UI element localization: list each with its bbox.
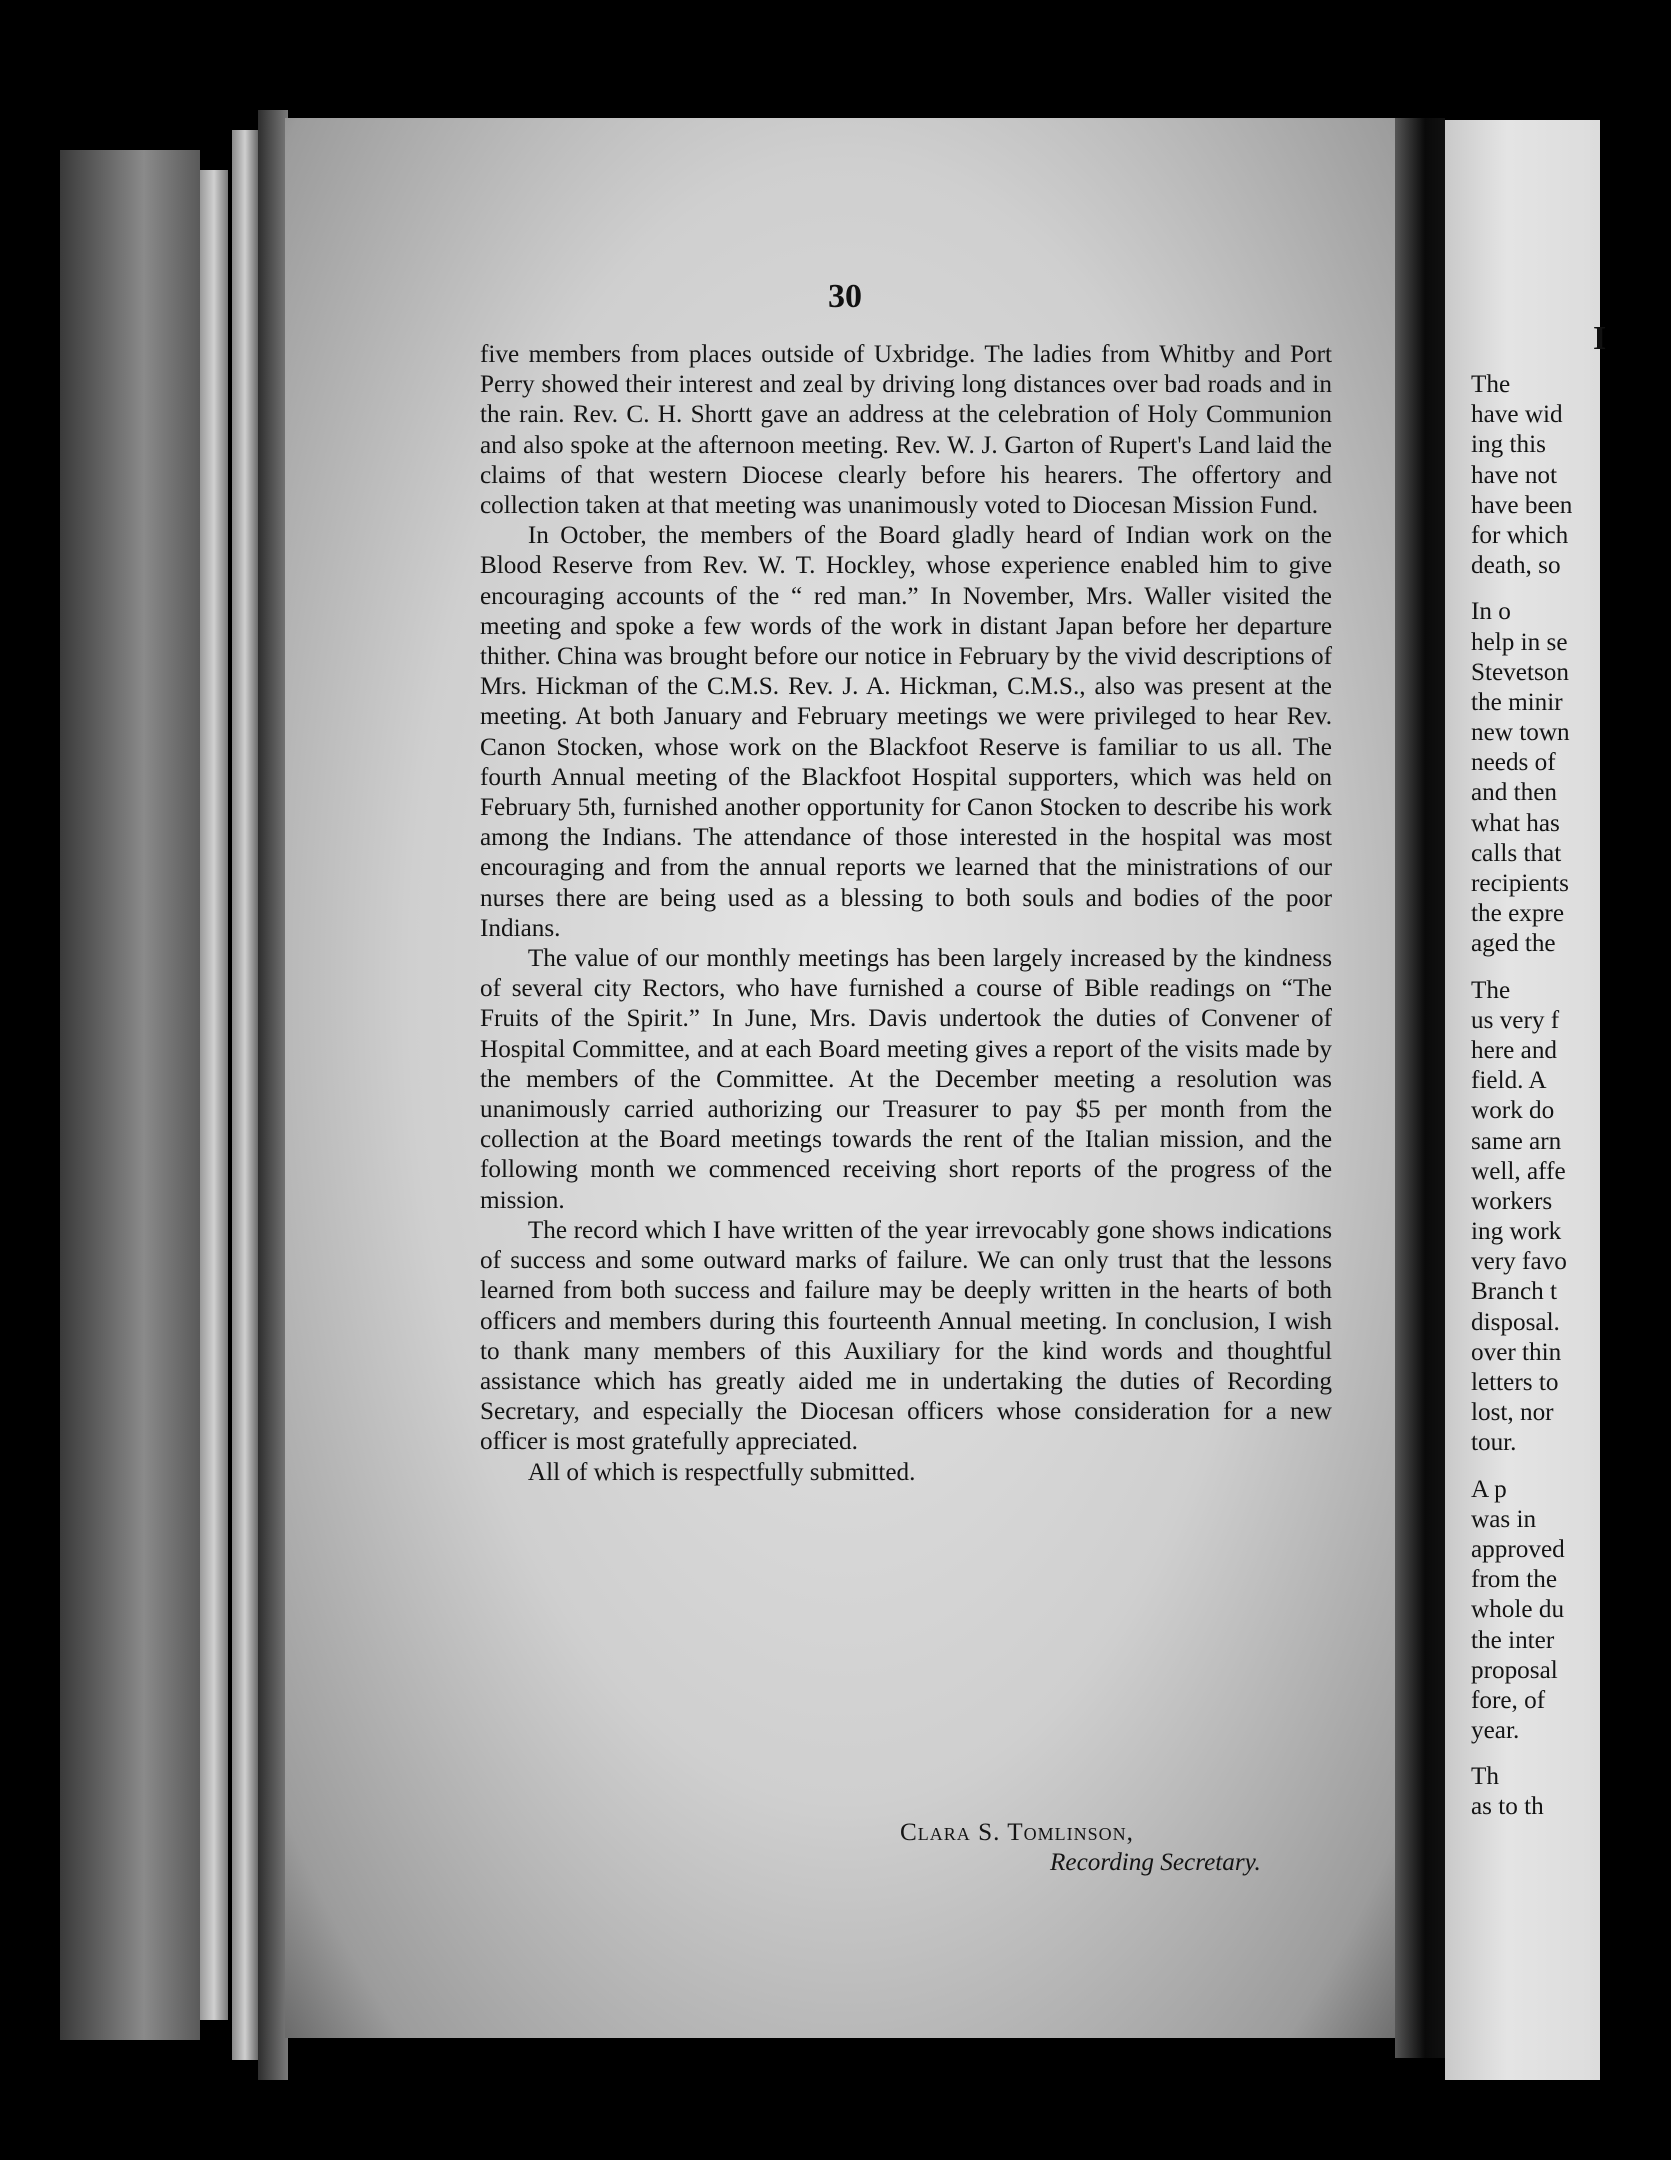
right-page-line: tour. — [1471, 1429, 1517, 1457]
right-page-line: field. A — [1471, 1067, 1547, 1095]
right-page-line: same arn — [1471, 1127, 1562, 1155]
body-text — [480, 340, 1332, 1488]
right-page-line: Branch t — [1471, 1278, 1558, 1306]
right-page-line: The — [1471, 976, 1511, 1004]
right-page-line: fore, of — [1471, 1686, 1546, 1714]
right-page-line: for which — [1471, 521, 1569, 549]
paragraph: The record which I have written of the year irrevocably gone shows indications of success and some outward marks of failure. We can only trust that the lessons learned from both success and failure may be deeply written in the hearts of both officers and members during this fourteenth Annual meeting. In conclusion, I wish to thank many members of this Auxiliary for the kind words and thoughtful assistance which has greatly aided me in undertaking the duties of Recording Secretary, and especially the Diocesan officers whose consideration for a new officer is most gratefully appreciated. — [480, 1216, 1332, 1456]
right-page-line: In o — [1471, 598, 1511, 626]
right-page-line: A p — [1471, 1475, 1507, 1503]
right-page-line: have been — [1471, 491, 1573, 519]
right-page-line: year. — [1471, 1717, 1520, 1745]
right-page-line: have not — [1471, 461, 1558, 489]
right-page-line: ing work — [1471, 1218, 1562, 1246]
book-edge — [60, 150, 200, 2040]
signatory-title: Recording Secretary. — [1050, 1849, 1261, 1877]
right-page-line: Th — [1471, 1763, 1499, 1791]
right-page-line: The — [1471, 371, 1511, 398]
right-page-line: whole du — [1471, 1596, 1565, 1624]
right-page-text — [1471, 370, 1671, 1823]
right-page-line: letters to — [1471, 1369, 1559, 1396]
paragraph: In October, the members of the Board gladly heard of Indian work on the Blood Reserve from Rev. W. T. Hockley, whose experience enabled him to give encouraging accounts of the “ red man.” In November, Mrs. Waller visited the meeting and spoke a few words of the work in distant Japan before her departure thither. China was brought before our notice in February by the vivid descriptions of Mrs. Hickman of the C.M.S. Rev. J. A. Hickman, C.M.S., also was present at the meeting. At both January and February meetings we were privileged to hear Rev. Canon Stocken, whose work on the Blackfoot Reserve is familiar to us all. The fourth Annual meeting of the Blackfoot Hospital supporters, which was held on February 5th, furnished another opportunity for Canon Stocken to describe his work among the Indians. The attendance of those interested in the hospital was most encouraging and from the annual reports we learned that the ministrations of our nurses there are being used as a blessing to both souls and bodies of the poor Indians. — [480, 522, 1332, 942]
right-page-line: from the — [1471, 1566, 1558, 1594]
page-edge — [200, 170, 228, 2020]
right-page-line: needs of — [1471, 749, 1556, 777]
right-page-line: have wid — [1471, 401, 1563, 429]
right-page-heading: I — [1593, 320, 1607, 357]
right-page-line: help in se — [1471, 628, 1568, 656]
right-page-line: us very f — [1471, 1006, 1560, 1034]
paragraph: The value of our monthly meetings has been largely increased by the kindness of several city Rectors, who have furnished a course of Bible readings on “The Fruits of the Spirit.” In June, Mrs. Davis undertook the duties of Convener of Hospital Committee, and at each Board meeting gives a report of the visits made by the members of the Committee. At the December meeting a resolution was unanimously carried authorizing our Treasurer to pay $5 per month from the collection at the Board meetings towards the rent of the Italian mission, and the following month we commenced receiving short reports of the progress of the mission. — [480, 945, 1332, 1214]
right-page-line: lost, nor — [1471, 1399, 1554, 1427]
right-page — [1445, 120, 1607, 2080]
right-page-line: ing this — [1471, 431, 1546, 459]
right-page-line: very favo — [1471, 1248, 1567, 1276]
right-page-line: approved — [1471, 1535, 1565, 1563]
gutter — [1395, 118, 1445, 2058]
page-number: 30 — [828, 278, 862, 315]
right-page-line: aged the — [1471, 930, 1556, 958]
right-page-line: disposal. — [1471, 1308, 1560, 1336]
right-page-line: work do — [1471, 1097, 1555, 1125]
right-page-line: workers — [1471, 1187, 1553, 1215]
page-edge — [258, 110, 288, 2080]
signature-block — [480, 1818, 1332, 1878]
right-page-line: proposal — [1471, 1656, 1558, 1684]
page-edge — [232, 130, 258, 2060]
right-page-line: over thin — [1471, 1338, 1562, 1366]
right-page-line: recipients — [1471, 870, 1569, 897]
right-page-line: well, affe — [1471, 1157, 1566, 1185]
right-page-line: was in — [1471, 1505, 1537, 1533]
right-page-line: calls that — [1471, 839, 1562, 867]
signatory-name: Clara S. Tomlinson, — [900, 1819, 1134, 1846]
right-page-line: Stevetson — [1471, 658, 1569, 686]
right-page-line: and then — [1471, 779, 1558, 807]
right-page-line: new town — [1471, 719, 1570, 747]
paragraph: five members from places outside of Uxbridge. The ladies from Whitby and Port Perry showed their interest and zeal by driving long distances over bad roads and in the rain. Rev. C. H. Shortt gave an address at the celebration of Holy Communion and also spoke at the afternoon meeting. Rev. W. J. Garton of Rupert's Land laid the claims of that western Diocese clearly before his hearers. The offertory and collection taken at that meeting was unanimously voted to Diocesan Mission Fund. — [480, 341, 1332, 520]
right-page-line: the expre — [1471, 900, 1565, 928]
right-page-line: the minir — [1471, 688, 1563, 716]
right-page-line: as to th — [1471, 1793, 1544, 1821]
left-page — [285, 118, 1405, 2038]
paragraph: All of which is respectfully submitted. — [527, 1458, 916, 1486]
right-page-line: the inter — [1471, 1626, 1555, 1654]
right-page-line: here and — [1471, 1036, 1558, 1064]
right-page-line: what has — [1471, 809, 1560, 837]
right-page-line: death, so — [1471, 552, 1561, 580]
